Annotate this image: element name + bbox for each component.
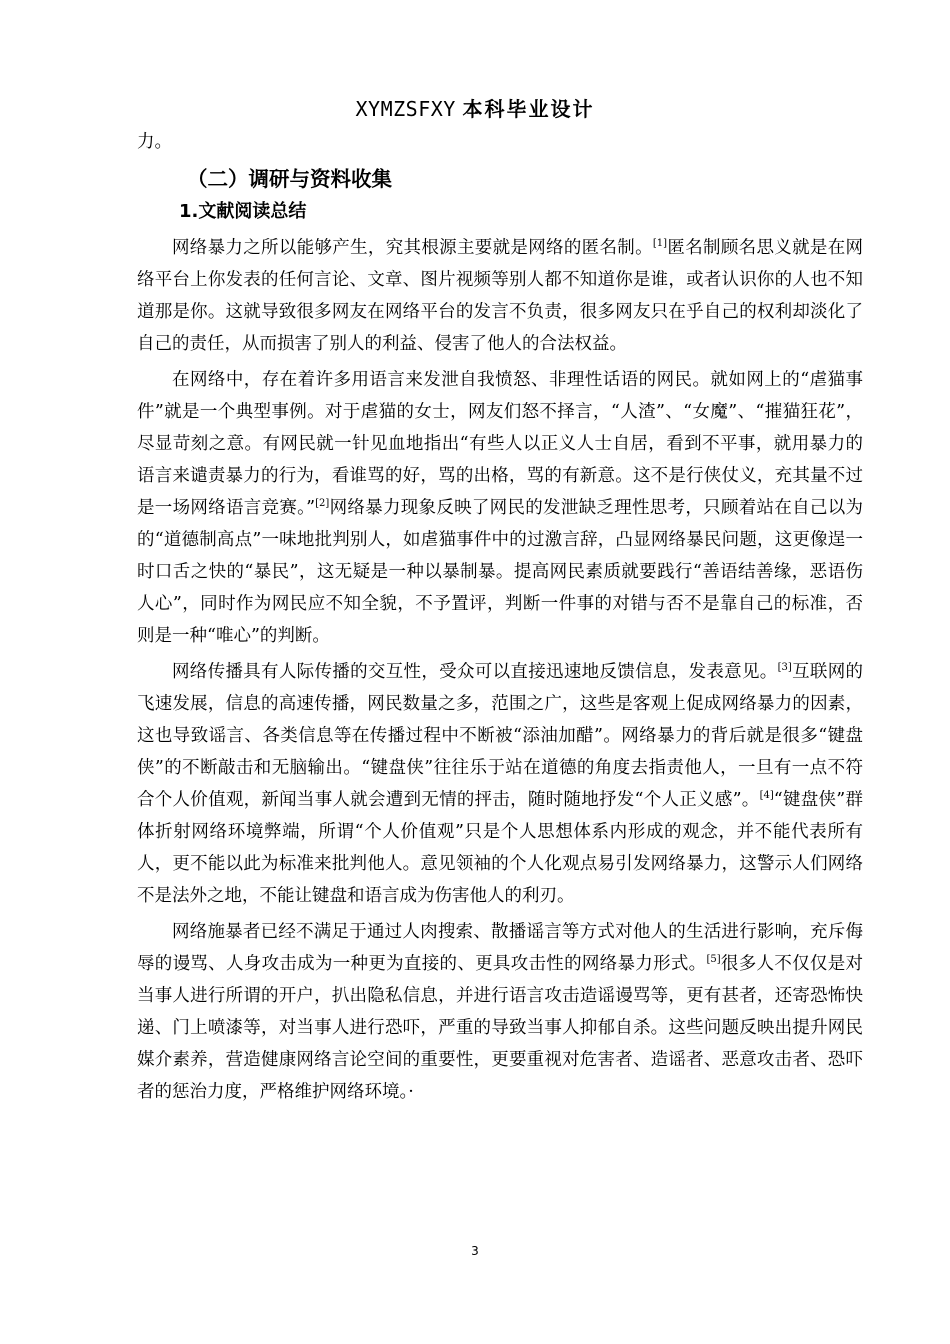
paragraph-text: “键盘侠”群体折射网络环境弊端，所谓“个人价值观”只是个人思想体系内形成的观念，并不能代表所有人，更不能以此为标准来批判他人。意见领袖的个人化观点易引发网络暴力，这警示人们网络不是法外之地，不能让键盘和语言成为伤害他人的利刃。 (137, 790, 863, 906)
citation-ref: [5] (706, 954, 721, 966)
citation-ref: [4] (759, 790, 774, 802)
paragraph-text: 互联网的飞速发展，信息的高速传播，网民数量之多，范围之广，这些是客观上促成网络暴力的因素，这也导致谣言、各类信息等在传播过程中不断被“添油加醋”。网络暴力的背后就是很多“键盘侠”的不断敲击和无脑输出。“键盘侠”往往乐于站在道德的角度去指责他人，一旦有一点不符合个人价值观，新闻当事人就会遭到无情的抨击，随时随地抒发“个人正义感”。 (137, 662, 864, 810)
header-label: 本科毕业设计 (462, 97, 595, 121)
header-code: XYMZSFXY (355, 97, 456, 121)
paragraph (137, 656, 863, 912)
document-body (137, 126, 863, 1108)
paragraph (137, 364, 863, 652)
citation-ref: [3] (777, 662, 792, 674)
paragraph-text: 网络暴力之所以能够产生，究其根源主要就是网络的匿名制。 (172, 238, 653, 258)
paragraph (137, 916, 863, 1108)
paragraph-text: 很多人不仅仅是对当事人进行所谓的开户，扒出隐私信息，并进行语言攻击造谣谩骂等，更有甚者，还寄恐怖快递、门上喷漆等，对当事人进行恐吓，严重的导致当事人抑郁自杀。这些问题反映出提升网民媒介素养，营造健康网络言论空间的重要性，更要重视对危害者、造谣者、恶意攻击者、恐吓者的惩治力度，严格维护网络环境。· (137, 954, 864, 1102)
page-header (0, 94, 950, 124)
continuation-text: 力。 (137, 132, 172, 152)
paragraph-text: 网络传播具有人际传播的交互性，受众可以直接迅速地反馈信息，发表意见。 (172, 662, 778, 682)
paragraph (137, 232, 863, 360)
paragraph-text: 网络施暴者已经不满足于通过人肉搜索、散播谣言等方式对他人的生活进行影响，充斥侮辱的谩骂、人身攻击成为一种更为直接的、更具攻击性的网络暴力形式。 (137, 922, 863, 974)
citation-ref: [1] (652, 238, 668, 250)
paragraph-text: 网络暴力现象反映了网民的发泄缺乏理性思考，只顾着站在自己以为的“道德制高点”一味地批判别人，如虐猫事件中的过激言辞，凸显网络暴民问题，这更像逞一时口舌之快的“暴民”，这无疑是一种以暴制暴。提高网民素质就要践行“善语结善缘，恶语伤人心”，同时作为网民应不知全貌，不予置评，判断一件事的对错与否不是靠自己的标准，否则是一种“唯心”的判断。 (137, 498, 863, 646)
citation-ref: [2] (315, 498, 330, 510)
paragraph-text: 在网络中，存在着许多用语言来发泄自我愤怒、非理性话语的网民。就如网上的“虐猫事件”就是一个典型事例。对于虐猫的女士，网友们怒不择言，“人渣”、“女魔”、“摧猫狂花”，尽显苛刻之意。有网民就一针见血地指出“有些人以正义人士自居，看到不平事，就用暴力的语言来谴责暴力的行为，看谁骂的好，骂的出格，骂的有新意。这不是行侠仗义，充其量不过是一场网络语言竞赛。” (137, 370, 863, 518)
paragraph-text: 匿名制顾名思义就是在网络平台上你发表的任何言论、文章、图片视频等别人都不知道你是谁，或者认识你的人也不知道那是你。这就导致很多网友在网络平台的发言不负责，很多网友只在乎自己的权利却淡化了自己的责任，从而损害了别人的利益、侵害了他人的合法权益。 (137, 238, 864, 354)
page-number: 3 (471, 1244, 479, 1258)
section-title: （二）调研与资料收集 (187, 167, 392, 191)
subsection-title: 1.文献阅读总结 (179, 201, 307, 222)
